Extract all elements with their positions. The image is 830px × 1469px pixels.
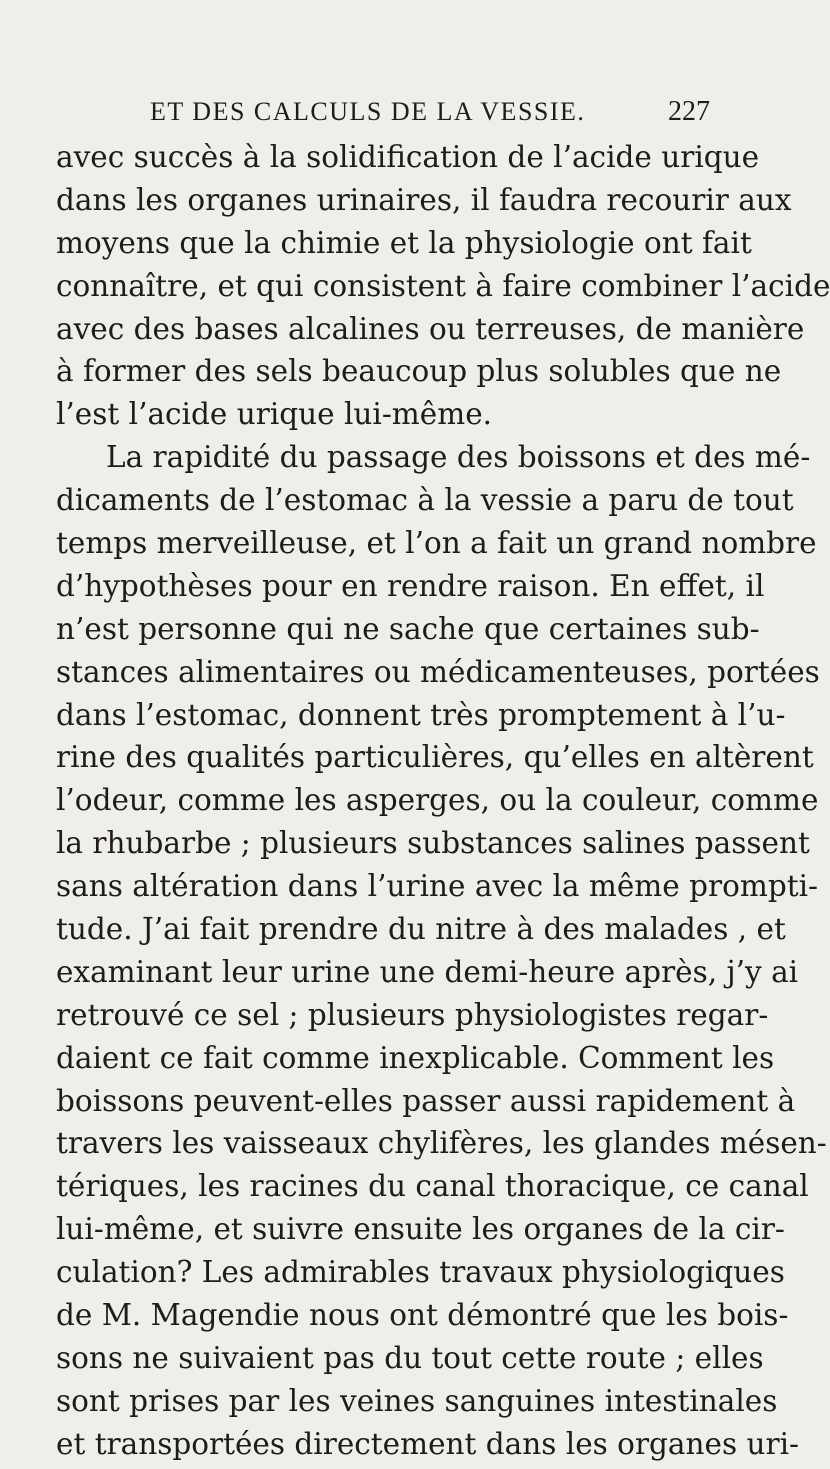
text-line: retrouvé ce sel ; plusieurs physiologistes regar- xyxy=(56,997,769,1032)
text-line: n’est personne qui ne sache que certaines sub- xyxy=(56,611,760,646)
text-line: l’est l’acide urique lui-même. xyxy=(56,397,493,432)
text-line: la rhubarbe ; plusieurs substances salines passent xyxy=(56,826,810,861)
text-line: l’odeur, comme les asperges, ou la couleur, comme xyxy=(56,783,819,818)
text-line: avec des bases alcalines ou terreuses, de manière xyxy=(56,311,805,346)
text-line: temps merveilleuse, et l’on a fait un grand nombre xyxy=(56,526,817,561)
body-text xyxy=(56,136,830,1466)
text-line: tude. J’ai fait prendre du nitre à des malades , et xyxy=(56,912,786,947)
text-line: rine des qualités particulières, qu’elles en altèrent xyxy=(56,740,814,775)
running-title: ET DES CALCULS DE LA VESSIE. xyxy=(150,97,586,126)
text-line: sans altération dans l’urine avec la même prompti- xyxy=(56,869,818,904)
text-line: connaître, et qui consistent à faire combiner l’acide xyxy=(56,268,830,303)
text-line: sons ne suivaient pas du tout cette route ; elles xyxy=(56,1340,764,1375)
text-line: dans les organes urinaires, il faudra recourir aux xyxy=(56,182,792,217)
running-head xyxy=(150,94,710,130)
text-line: moyens que la chimie et la physiologie ont fait xyxy=(56,225,752,260)
text-line: travers les vaisseaux chylifères, les glandes mésen- xyxy=(56,1126,827,1161)
text-line: daient ce fait comme inexplicable. Comment les xyxy=(56,1040,775,1075)
text-line: boissons peuvent-elles passer aussi rapidement à xyxy=(56,1083,796,1118)
text-line: dans l’estomac, donnent très promptement à l’u- xyxy=(56,697,786,732)
text-line: et transportées directement dans les organes uri- xyxy=(56,1426,799,1461)
text-line: examinant leur urine une demi-heure après, j’y ai xyxy=(56,954,799,989)
text-line: de M. Magendie nous ont démontré que les bois- xyxy=(56,1298,789,1333)
text-line: dicaments de l’estomac à la vessie a paru de tout xyxy=(56,483,794,518)
text-line: tériques, les racines du canal thoracique, ce canal xyxy=(56,1169,809,1204)
text-line: avec succès à la solidification de l’acide urique xyxy=(56,140,760,174)
text-line: culation? Les admirables travaux physiologiques xyxy=(56,1255,785,1290)
text-line: à former des sels beaucoup plus solubles que ne xyxy=(56,354,782,389)
text-line: La rapidité du passage des boissons et des mé- xyxy=(106,440,811,475)
text-line: lui-même, et suivre ensuite les organes de la cir- xyxy=(56,1212,785,1247)
text-line: d’hypothèses pour en rendre raison. En effet, il xyxy=(56,568,765,603)
page-number: 227 xyxy=(668,96,710,127)
text-line: stances alimentaires ou médicamenteuses, portées xyxy=(56,654,820,689)
text-line: sont prises par les veines sanguines intestinales xyxy=(56,1383,778,1418)
